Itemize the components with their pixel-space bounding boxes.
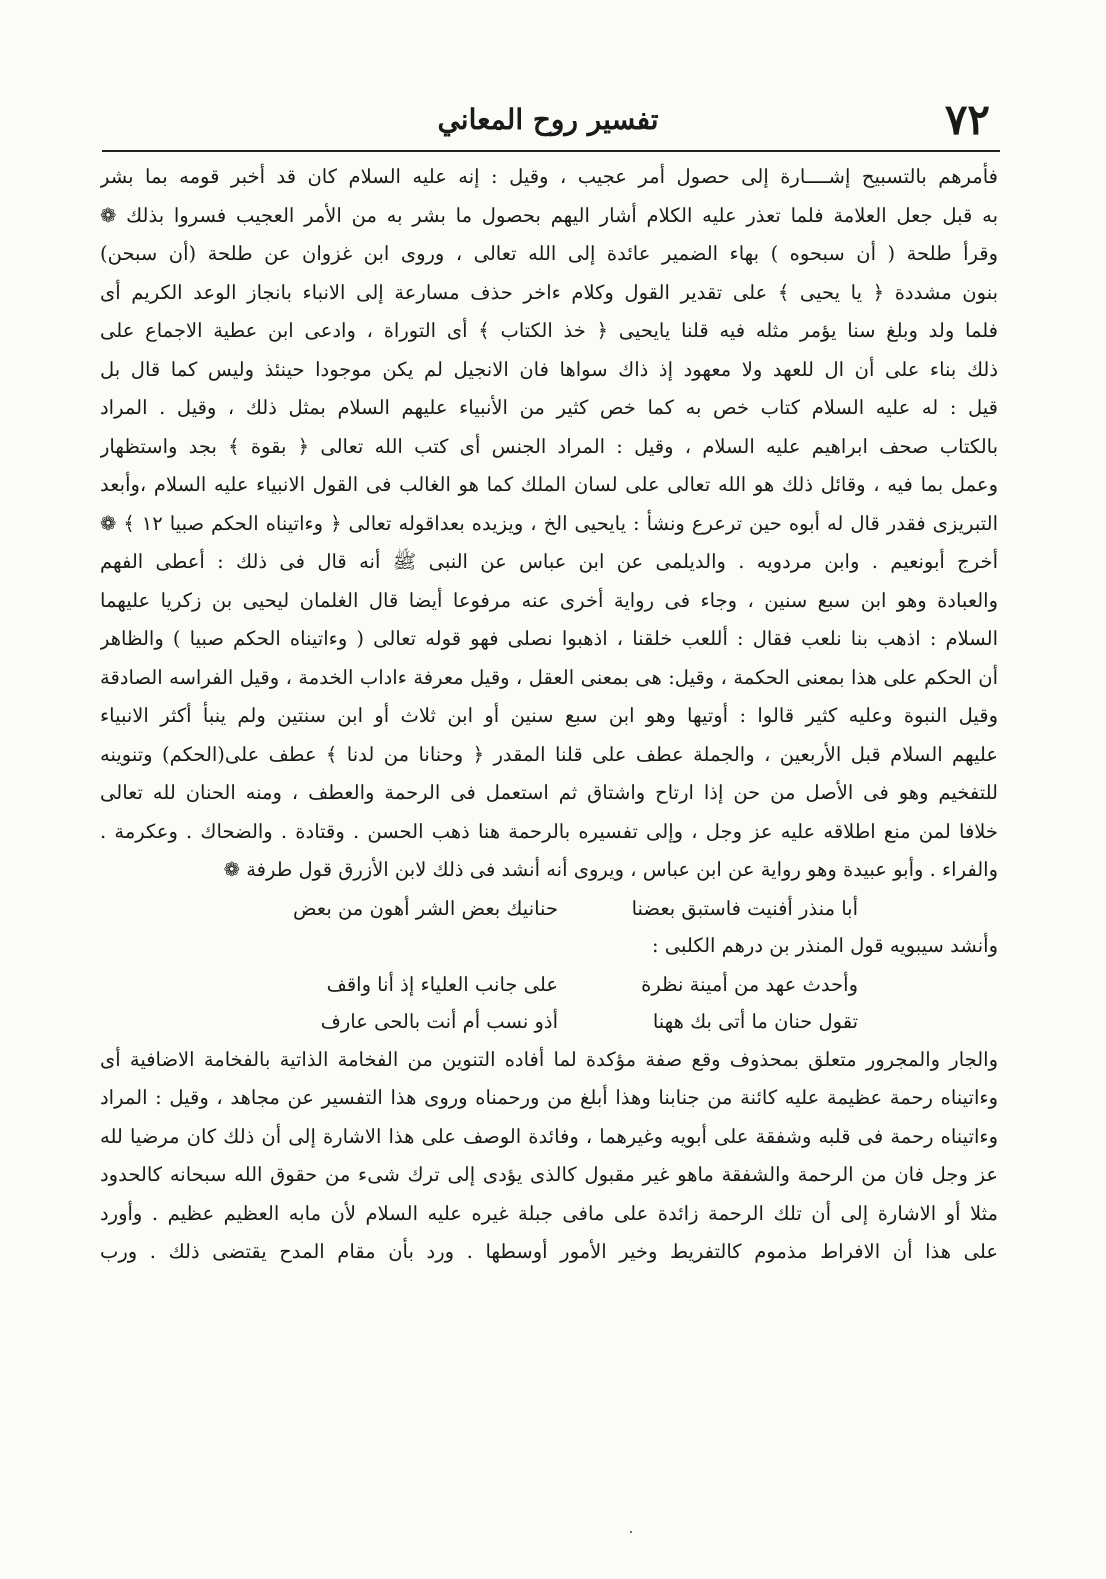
text-line: قيل : له عليه السلام كتاب خص به كما خص كثير من الأنبياء عليهم السلام بمثل ذلك ، وقيل . المراد <box>100 396 998 419</box>
verse-second-hemistich: على جانب العلياء إذ أنا واقف <box>326 972 558 996</box>
poetry-verse <box>100 1005 998 1043</box>
text-line: وعمل بما فيه ، وقائل ذلك هو الله تعالى على لسان الملك كما هو الغالب فى القول الانبياء عليه السلام ،وأبعد <box>100 473 998 496</box>
verse-second-hemistich: حنانيك بعض الشر أهون من بعض <box>293 896 558 920</box>
text-line: التبريزى فقدر قال له أبوه حين ترعرع ونشأ : يايحيى الخ ، ويزيده بعداقوله تعالى ﴿ وءاتيناه الحكم صبيا ١٢ ﴾ ❁ <box>100 511 998 535</box>
verse-first-hemistich: وأحدث عهد من أمينة نظرة <box>641 972 858 996</box>
text-line: فلما ولد وبلغ سنا يؤمر مثله فيه قلنا يايحيى ﴿ خذ الكتاب ﴾ أى التوراة ، وادعى ابن عطية الاجماع على <box>100 319 998 342</box>
text-line: وقيل النبوة وعليه كثير قالوا : أوتيها وهو ابن سبع سنين أو ابن ثلاث أو ابن سنتين ولم ينبأ أكثر الانبياء <box>100 704 998 727</box>
text-line: فأمرهم بالتسبيح إشــــارة إلى حصول أمر عجيب ، وقيل : إنه عليه السلام كان قد أخبر قومه بما بشر <box>100 165 998 188</box>
text-line: ذلك بناء على أن ال للعهد ولا معهود إذ ذاك سواها فان الانجيل لم يكن موجودا حينئذ وليس كما قال بل <box>100 357 998 381</box>
page-header <box>102 96 994 144</box>
poetry-verse <box>100 968 998 1006</box>
verse-second-hemistich: أذو نسب أم أنت بالحى عارف <box>320 1010 558 1033</box>
text-line: السلام : اذهب بنا نلعب فقال : أللعب خلقنا ، اذهبوا نصلى فهو قوله تعالى ( وءاتيناه الحكم صبيا ) والظاهر <box>100 627 998 650</box>
text-line: للتفخيم وهو فى الأصل من حن إذا ارتاح واشتاق ثم استعمل فى الرحمة والعطف ، ومنه الحنان لله تعالى <box>100 781 998 804</box>
text-line: والفراء . وأبو عبيدة وهو رواية عن ابن عباس ، ويروى أنه أنشد فى ذلك لابن الأزرق قول طرفة ❁ <box>223 858 998 881</box>
text-line: بنون مشددة ﴿ يا يحيى ﴾ على تقدير القول وكلام ءاخر حذف مسارعة إلى الانباء بانجاز الوعد الكريم أى <box>100 280 998 304</box>
text-line: والعبادة وهو ابن سبع سنين ، وجاء فى رواية أخرى عنه مرفوعا أيضا قال الغلمان ليحيى بن زكريا عليهما <box>100 588 998 612</box>
text-line: أن الحكم على هذا بمعنى الحكمة ، وقيل: هى بمعنى العقل ، وقيل معرفة ءاداب الخدمة ، وقيل الفراسه الصادقة <box>100 665 998 689</box>
text-line: وءاتيناه رحمة عظيمة عليه كائنة من جنابنا وهذا أبلغ من ورحمناه وروى هذا التفسير عن مجاهد ، وقيل : المراد <box>100 1086 998 1109</box>
text-line: وأنشد سيبويه قول المنذر بن درهم الكلبى : <box>651 934 998 957</box>
page-body <box>100 160 998 1274</box>
text-line: عز وجل فان من الرحمة والشفقة ماهو غير مقبول كالذى يؤدى إلى ترك شىء من حقوق الله سبحانه كالحدود <box>100 1163 998 1186</box>
poetry-verse <box>100 892 998 930</box>
text-line: وقرأ طلحة ( أن سبحوه ) بهاء الضمير عائدة إلى الله تعالى ، وروى ابن غزوان عن طلحة (أن سبحن) <box>100 242 998 265</box>
header-rule <box>102 150 1000 152</box>
text-line: أخرج أبونعيم . وابن مردويه . والديلمى عن ابن عباس عن النبى ﷺ أنه قال فى ذلك : أعطى الفهم <box>100 550 998 573</box>
print-speck <box>630 1531 632 1533</box>
text-line: والجار والمجرور متعلق بمحذوف وقع صفة مؤكدة لما أفاده التنوين من الفخامة الذاتية بالفخامة الاضافية أى <box>100 1047 998 1071</box>
text-line: عليهم السلام قبل الأربعين ، والجملة عطف على قلنا المقدر ﴿ وحنانا من لدنا ﴾ عطف على(الحكم) وتنوينه <box>100 742 998 766</box>
text-line: وءاتيناه رحمة فى قلبه وشفقة على أبويه وغيرهما ، وفائدة الوصف على هذا الاشارة إلى أن ذلك كان مرضيا لله <box>100 1124 998 1148</box>
verse-first-hemistich: تقول حنان ما أتى بك ههنا <box>652 1010 858 1033</box>
text-line: مثلا أو الاشارة إلى أن تلك الرحمة زائدة على مافى جبلة غيره عليه السلام لأن مابه العظيم عظيم . وأورد <box>100 1201 998 1225</box>
text-line: بالكتاب صحف ابراهيم عليه السلام ، وقيل : المراد الجنس أى كتب الله تعالى ﴿ بقوة ﴾ بجد واستظهار <box>100 434 998 458</box>
text-line: به قبل جعل العلامة فلما تعذر عليه الكلام أشار اليهم بحصول ما بشر به من الأمر العجيب فسروا بذلك ❁ <box>100 203 998 227</box>
text-line: خلافا لمن منع اطلاقه عليه عز وجل ، وإلى تفسيره بالرحمة هنا ذهب الحسن . وقتادة . والضحاك . وعكرمة . <box>100 819 998 843</box>
text-line: على هذا أن الافراط مذموم كالتفريط وخير الأمور أوسطها . ورد بأن مقام المدح يقتضى ذلك . ورب <box>100 1240 998 1263</box>
running-title: تفسير روح المعاني <box>437 103 659 136</box>
verse-first-hemistich: أبا منذر أفنيت فاستبق بعضنا <box>631 896 858 920</box>
page-number: ٧٢ <box>944 95 990 144</box>
